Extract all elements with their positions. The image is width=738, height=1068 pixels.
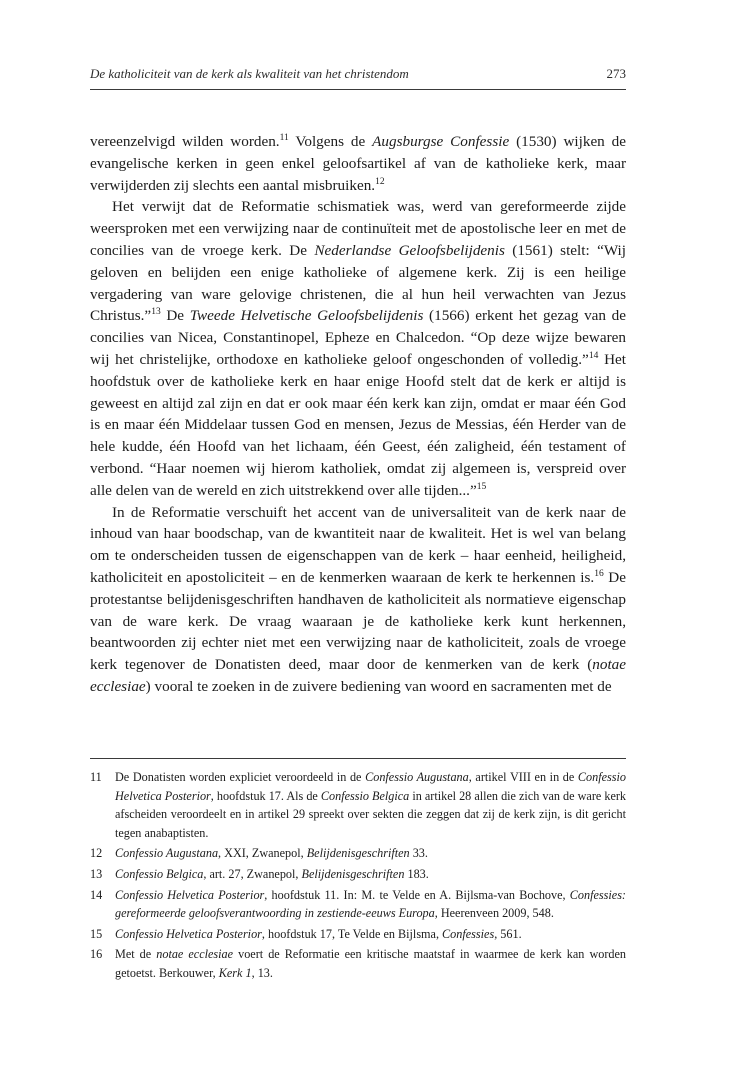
footnote-number: 16 — [90, 947, 103, 962]
footnote-13 — [90, 865, 626, 884]
text-run: De protestantse belijdenisgeschriften handhaven de katholiciteit als normatieve eigenschap van de ware kerk. De vraag waaraan je de katholieke kerk kunt herkennen, beantwoorden zij echter niet met een verwijzing naar de katholiciteit, zoals de vroege kerk tegenover de Donatisten deed, maar door de kenmerken van de kerk ( — [90, 568, 626, 674]
text-run: De Donatisten worden expliciet veroordeeld in de — [115, 770, 366, 784]
text-run: Het verwijt dat de Reformatie schismatiek was, werd van gereformeerde zijde weersproken met een verwijzing naar de continuïteit met de apostolische leer en met de concilies van de vroege kerk. De — [90, 198, 626, 259]
footnote-14 — [90, 886, 626, 923]
italic-title: Confessio Helvetica Posterior — [115, 770, 626, 803]
footnote-ref-14: 14 — [588, 350, 599, 361]
footnotes — [90, 768, 626, 985]
footnote-ref-16: 16 — [594, 568, 604, 579]
paragraph-2 — [90, 196, 626, 501]
italic-title: Confessio Augustana — [115, 846, 219, 861]
text-run: , 13. — [251, 965, 273, 980]
footnote-15 — [90, 925, 626, 944]
italic-title: Confessio Belgica — [320, 788, 410, 803]
footnote-number: 11 — [90, 770, 102, 784]
italic-title: Belijdenisgeschriften — [301, 866, 405, 881]
italic-title: Tweede Helvetische Geloofsbelijdenis — [189, 307, 424, 325]
text-run: Met de — [115, 947, 157, 962]
footnote-number: 15 — [90, 926, 103, 941]
text-run: voert de Reformatie een kritische maatstaf in waarmee de kerk kan worden getoetst. Berkouwer, — [115, 947, 626, 980]
text-run: (1530) wijken de evangelische kerken in geen enkel geloofsartikel af van de katholieke kerk, maar verwijderden zij slechts een aantal misbruiken. — [90, 133, 626, 194]
text-run: 183. — [404, 866, 429, 881]
text-run: , Heerenveen 2009, 548. — [434, 906, 554, 921]
italic-title: Confessio Belgica — [115, 866, 204, 881]
text-run: vereenzelvigd wilden worden. — [90, 133, 280, 150]
text-run: , hoofdstuk 17. Als de — [210, 788, 321, 803]
footnote-rule — [90, 758, 626, 759]
footnote-number: 13 — [90, 866, 103, 881]
text-run: (1561) stelt: “Wij geloven en belijden een enige katholieke of algemene kerk. Zij is een heilige vergadering van ware gelovige christenen, die al hun heil verwachten van Jezus Christus.” — [90, 241, 626, 325]
text-run: , art. 27, Zwanepol, — [203, 866, 302, 881]
text-run: , XXI, Zwanepol, — [218, 846, 307, 861]
footnote-12 — [90, 844, 626, 863]
paragraph-1 — [90, 131, 626, 196]
text-run: , artikel VIII en in de — [468, 770, 578, 784]
italic-title: Confessio Helvetica Posterior — [115, 887, 265, 902]
text-run: De — [160, 307, 190, 325]
text-run: Volgens de — [288, 133, 373, 150]
text-run: Het hoofdstuk over de katholieke kerk en haar enige Hoofd stelt dat de kerk er altijd is geweest en altijd zal zijn en dat er ook maar één kerk kan zijn, omdat er maar één God is en maar één Middelaar tussen God en mensen, Jezus de Messias, één Herder van de hele kudde, één Hoofd van het lichaam, één Geest, één zaligheid, één testament of verbond. “Haar noemen wij hierom katholiek, omdat zij algemeen is, verspreid over alle delen van de wereld en zich uitstrekkend over alle tijden...” — [90, 350, 626, 499]
text-run: in artikel 28 allen die zich van de ware kerk afscheiden veroordeelt en in artikel 29 spreekt over sekten die zeggen dat zij de kerk zijn, is dit gericht tegen anabaptisten. — [115, 788, 627, 840]
footnote-ref-11: 11 — [279, 133, 289, 143]
footnote-16 — [90, 945, 626, 982]
italic-title: Nederlandse Geloofsbelijdenis — [314, 241, 505, 259]
italic-title: Confessio Helvetica Posterior — [115, 926, 262, 941]
footnote-ref-12: 12 — [375, 176, 385, 187]
page-number: 273 — [606, 66, 626, 81]
text-run: , hoofdstuk 17, Te Velde en Bijlsma, — [261, 926, 443, 941]
running-title: De katholiciteit van de kerk als kwaliteit van het christendom — [90, 66, 409, 81]
italic-term: notae ecclesiae — [156, 947, 234, 962]
text-run: , hoofdstuk 11. In: M. te Velde en A. Bijlsma-van Bochove, — [264, 887, 570, 902]
italic-title: Confessies — [442, 926, 495, 941]
text-run: In de Reformatie verschuift het accent van de universaliteit van de kerk naar de inhoud van haar boodschap, van de kwantiteit naar de kwaliteit. Het is wel van belang om te onderscheiden tussen de eigenschappen van de kerk – haar eenheid, heiligheid, katholiciteit en apostoliciteit – en de kenmerken waaraan de kerk te herkennen is. — [90, 503, 626, 586]
italic-term: notae ecclesiae — [90, 656, 626, 695]
body-text — [90, 131, 626, 698]
footnote-number: 12 — [90, 846, 103, 861]
footnote-ref-15: 15 — [476, 481, 487, 492]
italic-title: Confessies: gereformeerde geloofsverantwoording in zestiende-eeuws Europa — [115, 887, 626, 921]
italic-title: Belijdenisgeschriften — [306, 846, 410, 861]
text-run: 33. — [409, 846, 428, 861]
footnote-11 — [90, 768, 626, 842]
paragraph-3 — [90, 502, 626, 698]
text-run: , 561. — [494, 926, 522, 941]
footnote-number: 14 — [90, 887, 103, 902]
header-rule — [90, 89, 626, 90]
italic-title: Confessio Augustana — [365, 770, 469, 784]
italic-title: Augsburgse Confessie — [372, 133, 510, 150]
italic-title: Kerk 1 — [218, 965, 252, 980]
running-head — [90, 66, 626, 82]
text-run: ) vooral te zoeken in de zuivere bediening van woord en sacramenten met de — [145, 677, 612, 695]
text-run: (1566) erkent het gezag van de concilies van Nicea, Constantinopel, Epheze en Chalcedon. “Op deze wijze bewaren wij het christelijke, orthodoxe en katholieke geloof ongeschonden of volledig.” — [90, 307, 626, 368]
footnote-ref-13: 13 — [151, 307, 161, 318]
